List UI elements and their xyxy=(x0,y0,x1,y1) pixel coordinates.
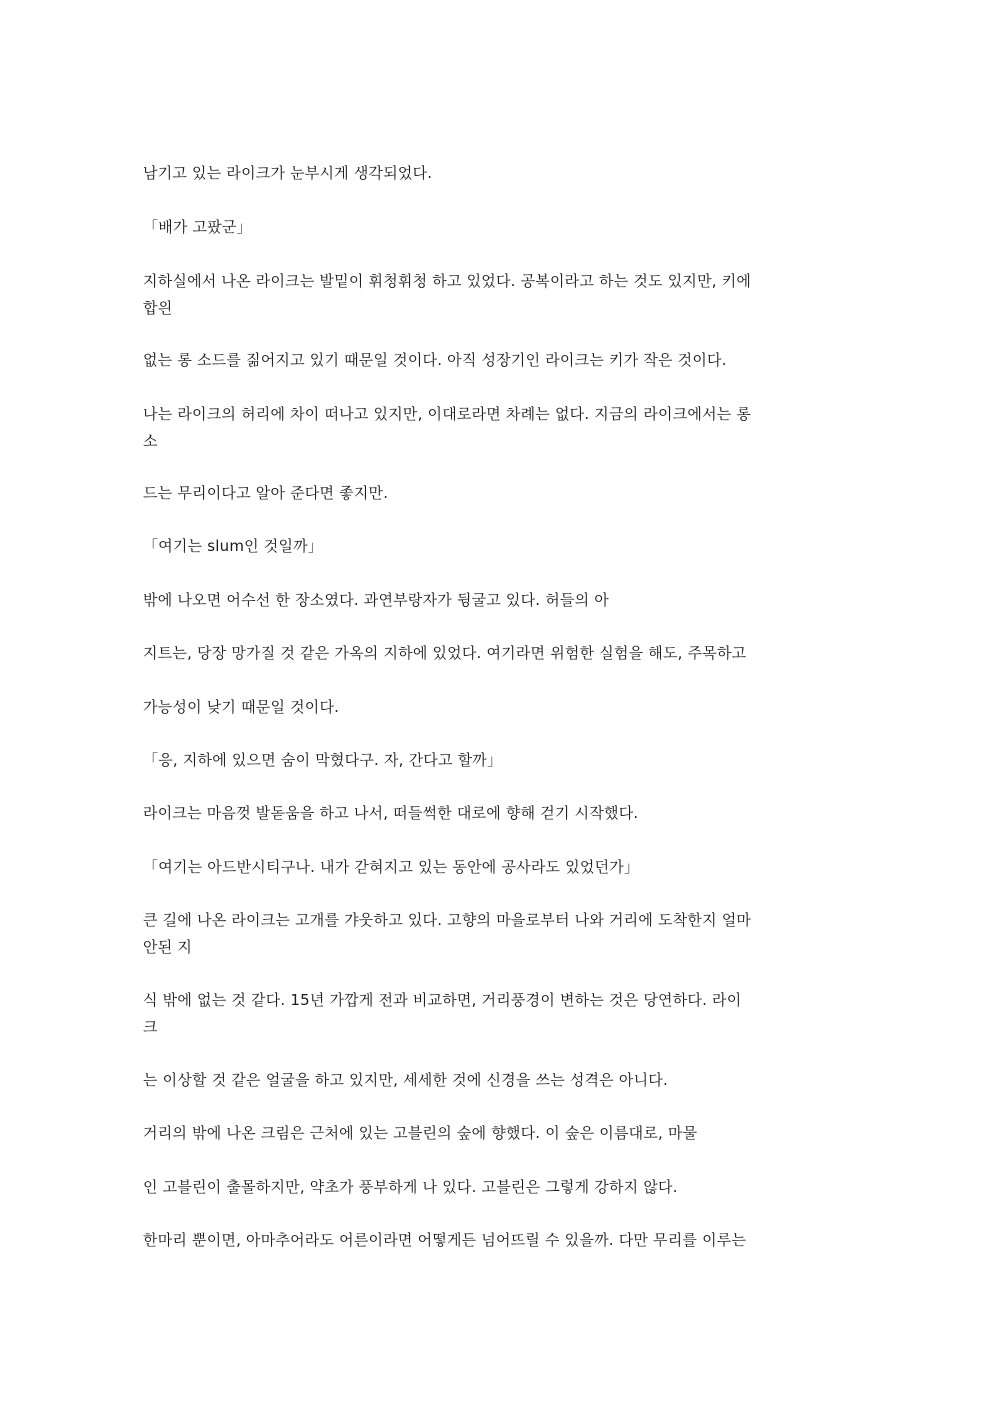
paragraph: 「배가 고팠군」 xyxy=(143,218,252,236)
paragraph: 남기고 있는 라이크가 눈부시게 생각되었다. xyxy=(143,164,433,182)
paragraph: 는 이상할 것 같은 얼굴을 하고 있지만, 세세한 것에 신경을 쓰는 성격은 아니다. xyxy=(143,1071,668,1089)
paragraph: 가능성이 낮기 때문일 것이다. xyxy=(143,698,340,716)
paragraph: 「여기는 아드반시티구나. 내가 갇혀지고 있는 동안에 공사라도 있었던가」 xyxy=(143,858,640,876)
paragraph: 라이크는 마음껏 발돋움을 하고 나서, 떠들썩한 대로에 향해 걷기 시작했다. xyxy=(143,804,639,822)
paragraph: 나는 라이크의 허리에 차이 떠나고 있지만, 이대로라면 차례는 없다. 지금의 라이크에서는 롱 소 xyxy=(143,405,752,450)
paragraph: 「응, 지하에 있으면 숨이 막혔다구. 자, 간다고 할까」 xyxy=(143,751,503,769)
paragraph: 없는 롱 소드를 짊어지고 있기 때문일 것이다. 아직 성장기인 라이크는 키가 작은 것이다. xyxy=(143,351,727,369)
paragraph: 지하실에서 나온 라이크는 발밑이 휘청휘청 하고 있었다. 공복이라고 하는 것도 있지만, 키에 합읜 xyxy=(143,272,752,317)
paragraph: 한마리 뿐이면, 아마추어라도 어른이라면 어떻게든 넘어뜨릴 수 있을까. 다만 무리를 이루는 xyxy=(143,1231,747,1249)
paragraph: 식 밖에 없는 것 같다. 15년 가깝게 전과 비교하면, 거리풍경이 변하는 것은 당연하다. 라이 크 xyxy=(143,991,742,1036)
paragraph: 큰 길에 나온 라이크는 고개를 갸웃하고 있다. 고향의 마을로부터 나와 거리에 도착한지 얼마 안된 지 xyxy=(143,911,752,956)
paragraph: 인 고블린이 출몰하지만, 약초가 풍부하게 나 있다. 고블린은 그렇게 강하지 않다. xyxy=(143,1178,678,1196)
paragraph: 지트는, 당장 망가질 것 같은 가옥의 지하에 있었다. 여기라면 위험한 실험을 해도, 주목하고 xyxy=(143,644,747,662)
paragraph: 거리의 밖에 나온 크림은 근처에 있는 고블린의 숲에 향했다. 이 숲은 이름대로, 마물 xyxy=(143,1124,698,1142)
paragraph: 드는 무리이다고 알아 준다면 좋지만. xyxy=(143,484,389,502)
paragraph: 밖에 나오면 어수선 한 장소였다. 과연부랑자가 뒹굴고 있다. 허들의 아 xyxy=(143,591,609,609)
paragraph: 「여기는 slum인 것일까」 xyxy=(143,537,324,555)
